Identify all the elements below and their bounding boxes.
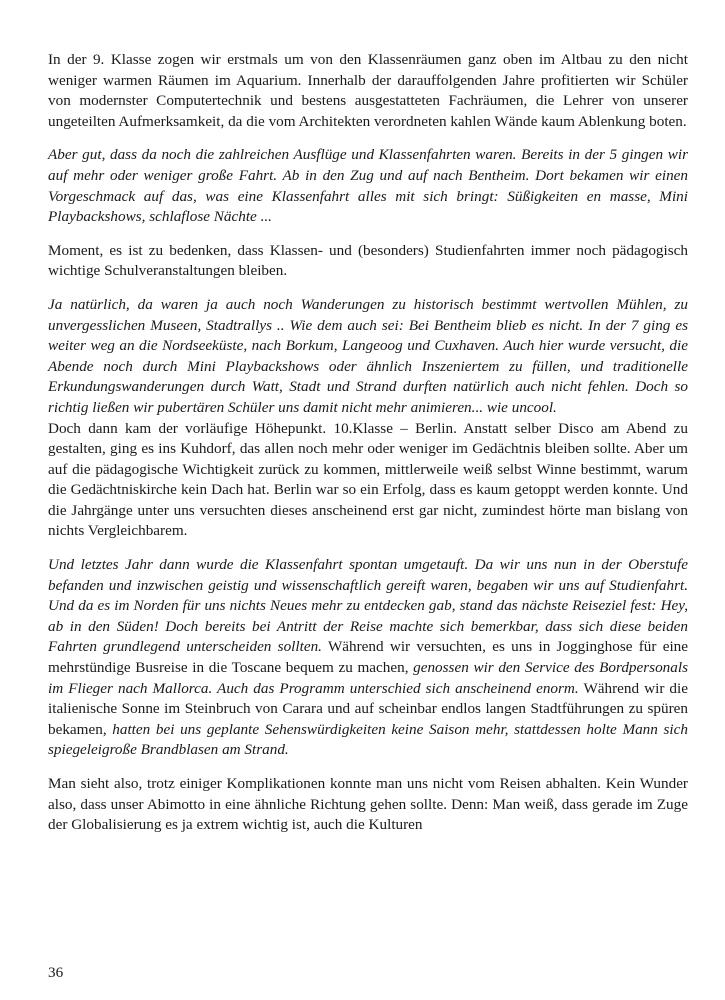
paragraph-nordsee: Ja natürlich, da waren ja auch noch Wanderungen zu historisch bestimmt wertvollen Mühlen, zu unvergesslichen Museen, Stadtrallys .. Wie dem auch sei: Bei Bentheim blieb es nicht. In der 7 ging es weiter weg an die Nordseeküste, nach Borkum, Langeoog und Cuxhaven. Auch hier wurde versucht, die Abende noch durch Mini Playbackshows oder ähnlich Inszeniertem zu füllen, und traditionelle Erkundungswanderungen durch Watt, Stadt und Strand durften natürlich auch nicht fehlen. Doch so richtig ließen wir pubertären Schüler uns damit nicht mehr animieren... wie uncool. (48, 295, 688, 416)
paragraph-berlin: Doch dann kam der vorläufige Höhepunkt. 10.Klasse – Berlin. Anstatt selber Disco am Abend zu gestalten, ging es ins Kuhdorf, das allen noch mehr oder weniger im Gedächtnis bleiben sollte. Aber um auf die pädagogische Wichtigkeit zurück zu kommen, mittlerweile weiß selbst Winne bestimmt, warum die Gedächtniskirche kein Dach hat. Berlin war so ein Erfolg, dass es kaum getoppt werden konnte. Und die Jahrgänge unter uns versuchten dieses anscheinend erst gar nicht, zumindest hörte man bislang von nichts Vergleichbarem. (48, 419, 688, 540)
studienfahrt-segment-1: Und letztes Jahr dann wurde die Klassenfahrt spontan umgetauft. Da wir uns nun in der Oberstufe befanden und inzwischen geistig und wissenschaftlich gereift waren, begaben wir uns auf Studienfahrt. Und da es im Norden für uns nichts Neues mehr zu entdecken gab, stand das nächste Reiseziel fest: Hey, ab in den Süden! Doch bereits bei Antritt der Reise machte sich bemerkbar, dass sich diese beiden Fahrten grundlegend unterscheiden sollten. (48, 556, 688, 656)
paragraph-aquarium: In der 9. Klasse zogen wir erstmals um von den Klassenräumen ganz oben im Altbau zu den nicht weniger warmen Räumen im Aquarium. Innerhalb der darauffolgenden Jahre profitierten wir Schüler von modernster Computertechnik und bestens ausgestatteten Fachräumen, die Lehrer von unserer ungeteilten Aufmerksamkeit, da die vom Architekten verordneten kahlen Wände kaum Ablenkung boten. (48, 51, 688, 130)
paragraph-closing: Man sieht also, trotz einiger Komplikationen konnte man uns nicht vom Reisen abhalten. Kein Wunder also, dass unser Abimotto in eine ähnliche Richtung gehen sollte. Denn: Man weiß, dass gerade im Zuge der Globalisierung es ja extrem wichtig ist, auch die Kulturen (48, 775, 688, 834)
studienfahrt-segment-4: Während wir die italienische Sonne im Steinbruch von Carara und auf scheinbar endlos langen Stadtführungen zu spüren bekamen, (48, 679, 688, 738)
paragraph-moment: Moment, es ist zu bedenken, dass Klassen- und (besonders) Studienfahrten immer noch pädagogisch wichtige Schulveranstaltungen bleiben. (48, 241, 688, 280)
page-number: 36 (48, 964, 64, 981)
studienfahrt-segment-3: genossen wir den Service des Bordpersonals im Flieger nach Mallorca. Auch das Programm unterschied sich anscheinend enorm. (48, 659, 688, 697)
page-body (48, 50, 688, 836)
studienfahrt-segment-5: hatten bei uns geplante Sehenswürdigkeiten keine Saison mehr, stattdessen holte Mann sich spiegeleigroße Brandblasen am Strand. (48, 720, 688, 759)
studienfahrt-segment-2: Während wir versuchten, es uns in Jogginghose für eine mehrstündige Busreise in die Toscane bequem zu machen, (48, 638, 689, 677)
paragraph-bentheim: Aber gut, dass da noch die zahlreichen Ausflüge und Klassenfahrten waren. Bereits in der 5 gingen wir auf mehr oder weniger große Fahrt. Ab in den Zug und auf nach Bentheim. Dort bekamen wir einen Vorgeschmack auf das, was eine Klassenfahrt alles mit sich bringt: Süßigkeiten en masse, Mini Playbackshows, schlaflose Nächte ... (48, 146, 688, 226)
paragraph-studienfahrt (48, 555, 688, 761)
